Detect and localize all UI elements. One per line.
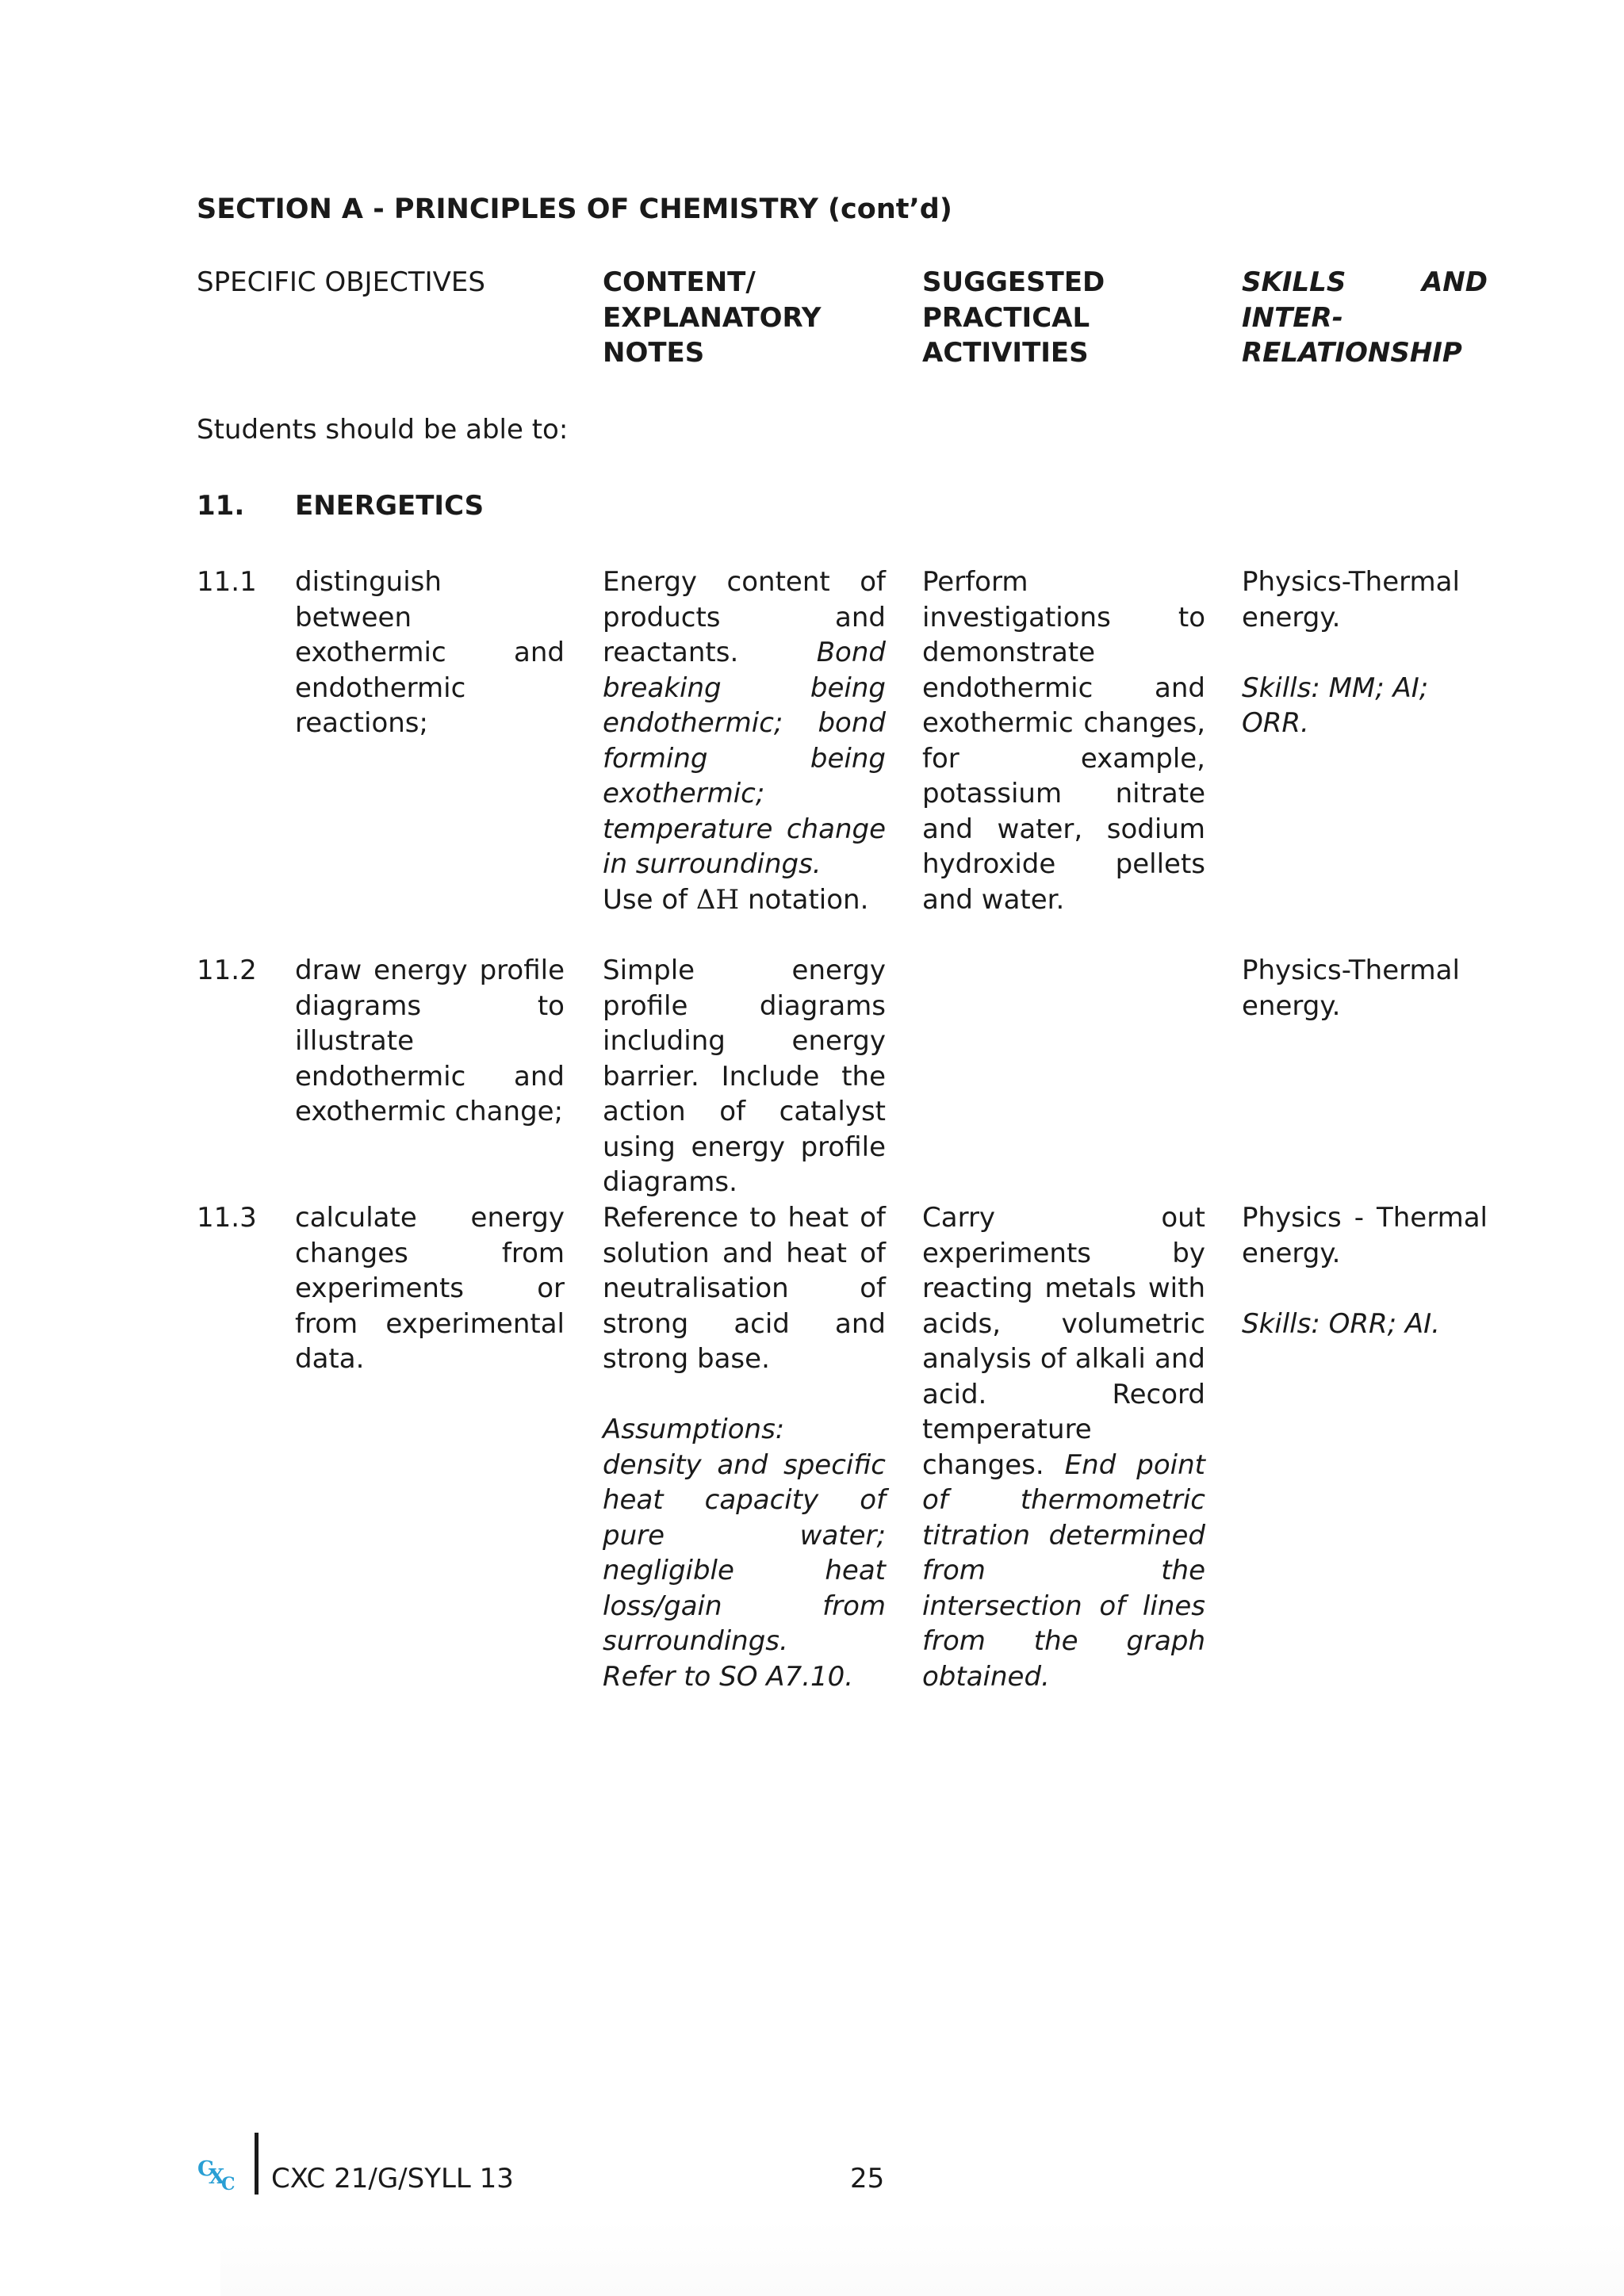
header-specific-objectives: SPECIFIC OBJECTIVES	[197, 266, 485, 298]
footer-divider	[255, 2133, 259, 2195]
content-refer: Refer to SO A7.10.	[603, 1660, 854, 1693]
objective-number: 11.2	[197, 955, 257, 986]
objective-number: 11.3	[197, 1202, 257, 1234]
topic-number: 11.	[197, 490, 245, 522]
objective-number: 11.1	[197, 566, 257, 598]
section-title: SECTION A - PRINCIPLES OF CHEMISTRY (cont’d)	[197, 193, 952, 225]
content-notes	[603, 564, 886, 917]
header-practical: SUGGESTED PRACTICAL ACTIVITIES	[922, 266, 1105, 369]
practical-italic: End point of thermometric titration determined from the intersection of lines from the graph obtained.	[922, 1448, 1205, 1693]
objective-text: draw energy profile diagrams to illustrate endothermic and exothermic change;	[295, 955, 565, 1127]
content-use-line: Use of ΔH notation.	[603, 883, 869, 916]
objective-text: distinguish between exothermic and endothermic reactions;	[295, 566, 565, 739]
page-number: 25	[850, 2163, 885, 2195]
content-plain: Energy content of products and reactants.	[603, 566, 886, 668]
scan-shade	[220, 2220, 1624, 2296]
skills-list: Skills: ORR; AI.	[1242, 1307, 1440, 1340]
content-notes: Simple energy profile diagrams including energy barrier. Include the action of catalyst using energy profile diagrams.	[603, 955, 886, 1198]
practical-activities: Perform investigations to demonstrate endothermic and exothermic changes, for example, potassium nitrate and water, sodium hydroxide pellets and water.	[922, 566, 1205, 916]
practical-activities	[922, 1200, 1205, 1694]
delta-h-symbol: ΔH	[695, 883, 740, 916]
syllabus-code: CXC 21/G/SYLL 13	[271, 2163, 514, 2195]
content-plain: Reference to heat of solution and heat of neutralisation of strong acid and strong base.	[603, 1202, 886, 1375]
svg-text:X: X	[209, 2165, 225, 2189]
skills-cell	[1242, 564, 1488, 741]
header-content: CONTENT/ EXPLANATORY NOTES	[603, 266, 822, 369]
header-skills: SKILLS AND INTER- RELATIONSHIP	[1242, 266, 1488, 369]
lead-text: Students should be able to:	[197, 414, 569, 446]
skills-relation: Physics - Thermal energy.	[1242, 1202, 1488, 1269]
svg-text:C: C	[197, 2157, 214, 2181]
practical-plain: Carry out experiments by reacting metals with acids, volumetric analysis of alkali and acid. Record temperature changes.	[922, 1202, 1205, 1481]
content-italic: Bond breaking being endothermic; bond forming being exothermic; temperature change in surroundings.	[603, 637, 886, 880]
skills-list: Skills: MM; AI; ORR.	[1242, 672, 1429, 739]
topic-name: ENERGETICS	[295, 490, 485, 522]
skills-cell	[1242, 1200, 1488, 1341]
skills-relation: Physics-Thermal energy.	[1242, 566, 1460, 633]
content-italic: Assumptions: density and specific heat capacity of pure water; negligible heat loss/gain from surroundings.	[603, 1414, 886, 1657]
content-notes	[603, 1200, 886, 1694]
svg-text:C: C	[221, 2174, 236, 2193]
objective-text: calculate energy changes from experiments or from experimental data.	[295, 1202, 565, 1375]
cxc-logo-icon	[196, 2153, 243, 2193]
skills-relation: Physics-Thermal energy.	[1242, 955, 1460, 1022]
